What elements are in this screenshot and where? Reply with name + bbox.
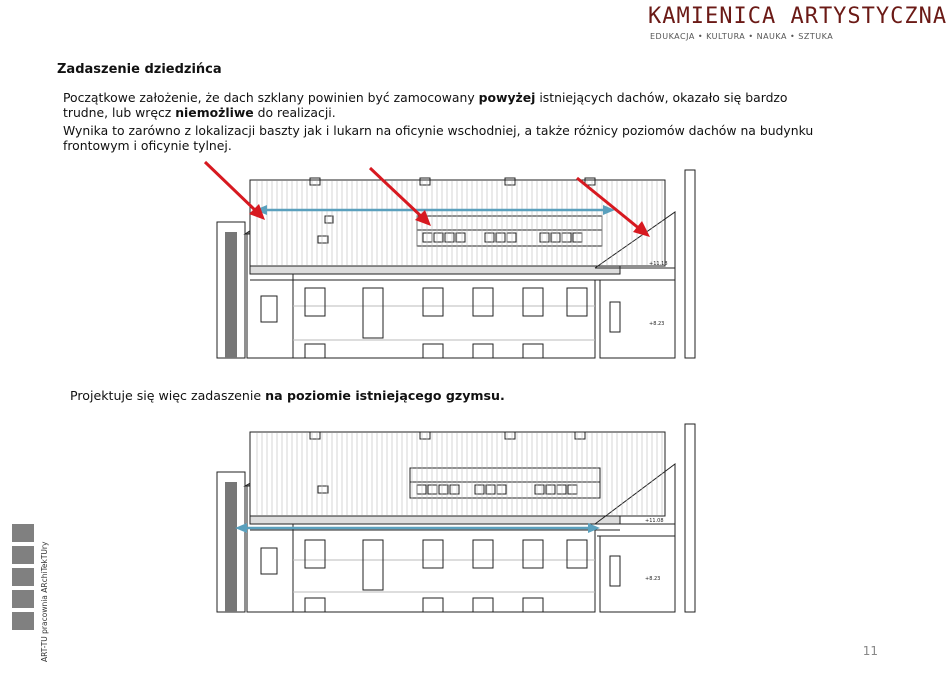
- sidebar-block: [12, 524, 34, 542]
- drawing1-level-bottom: +8.23: [649, 321, 665, 327]
- paragraph-intro-bold-1: powyżej: [478, 90, 536, 105]
- paragraph-intro-text-3: do realizacji.: [253, 105, 336, 120]
- drawing1-level-top: +11.18: [649, 261, 668, 267]
- paragraph-intro-text-1: Początkowe założenie, że dach szklany powinien być zamocowany: [63, 90, 479, 105]
- paragraph-solution: [70, 388, 505, 403]
- elevation-drawing-proposed-roof: [205, 420, 695, 612]
- sidebar-block: [12, 612, 34, 630]
- paragraph-intro-bold-2: niemożliwe: [175, 105, 254, 120]
- page-number: 11: [862, 644, 878, 658]
- drawing2-level-top: +11.08: [645, 518, 664, 524]
- paragraph-intro-text-2: istniejących dachów, okazało się bardzo trudne, lub wręcz: [63, 90, 788, 120]
- paragraph-solution-bold: na poziomie istniejącego gzymsu.: [265, 388, 505, 403]
- logo: [640, 2, 947, 48]
- sidebar-blocks: [12, 524, 34, 634]
- sidebar-block: [12, 568, 34, 586]
- drawing2-level-bottom: +8.23: [645, 576, 661, 582]
- sidebar-block: [12, 546, 34, 564]
- paragraph-solution-text: Projektuje się więc zadaszenie: [70, 388, 266, 403]
- logo-title: KAMIENICA ARTYSTYCZNA: [648, 4, 947, 29]
- slide-heading: Zadaszenie dziedzińca: [57, 62, 222, 77]
- elevation-drawing-original-roof: [205, 160, 695, 358]
- logo-subtitle: EDUKACJA • KULTURA • NAUKA • SZTUKA: [650, 32, 834, 41]
- sidebar-label: ART-TU pracownia ARchiTekTUry: [40, 541, 49, 662]
- paragraph-intro: [63, 90, 823, 120]
- sidebar-block: [12, 590, 34, 608]
- paragraph-reason: Wynika to zarówno z lokalizacji baszty jak i lukarn na oficynie wschodniej, a także różnicy poziomów dachów na budynku frontowym i oficynie tylnej.: [63, 123, 814, 153]
